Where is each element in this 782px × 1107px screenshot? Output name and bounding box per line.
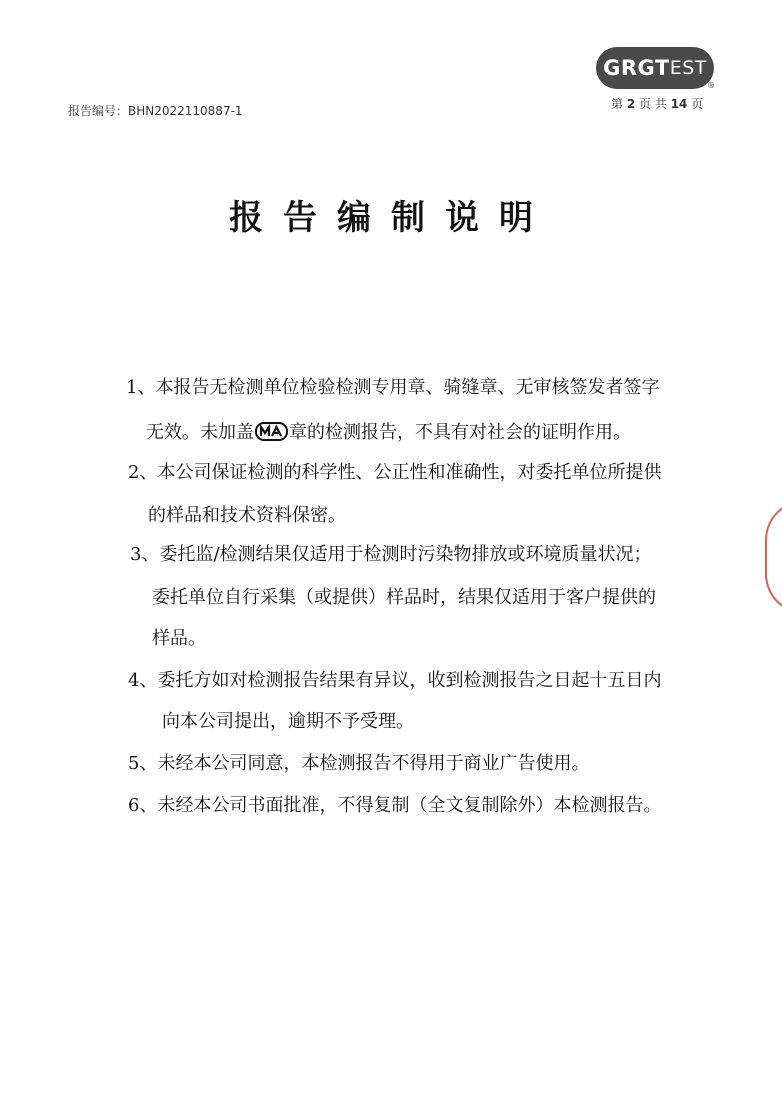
registered-mark: ® (707, 81, 715, 90)
total-pages: 14 (670, 97, 688, 111)
item-2-line-1: 2、本公司保证检测的科学性、公正性和准确性，对委托单位所提供 (128, 462, 662, 483)
grgtest-logo (596, 47, 714, 89)
logo-text-thin: EST (669, 57, 707, 79)
logo-text-bold: GRGT (603, 56, 670, 80)
item-5-line-1: 5、未经本公司同意，本检测报告不得用于商业广告使用。 (128, 753, 590, 774)
item-3-line-2: 委托单位自行采集（或提供）样品时，结果仅适用于客户提供的 (152, 587, 656, 608)
cma-mark-icon (255, 422, 288, 441)
current-page: 2 (626, 97, 636, 111)
item-3-line-3: 样品。 (152, 628, 206, 649)
page-title: 报告编制说明 (229, 198, 553, 238)
seal-stamp-partial (765, 500, 782, 614)
item-6-line-1: 6、未经本公司书面批准，不得复制（全文复制除外）本检测报告。 (128, 795, 662, 816)
item-4-line-2: 向本公司提出，逾期不予受理。 (162, 711, 414, 732)
item-2-line-2: 的样品和技术资料保密。 (148, 505, 346, 526)
page-indicator: 第 2 页 共 14 页 (611, 97, 704, 111)
item-1-line-1: 1、本报告无检测单位检验检测专用章、骑缝章、无审核签发者签字 (126, 377, 660, 398)
item-4-line-1: 4、委托方如对检测报告结果有异议，收到检测报告之日起十五日内 (128, 670, 662, 691)
item-3-line-1: 3、委托监/检测结果仅适用于检测时污染物排放或环境质量状况； (130, 544, 652, 565)
item-1-line-2: 无效。未加盖 章的检测报告，不具有对社会的证明作用。 (146, 422, 631, 443)
report-number: 报告编号：BHN2022110887-1 (68, 104, 243, 118)
